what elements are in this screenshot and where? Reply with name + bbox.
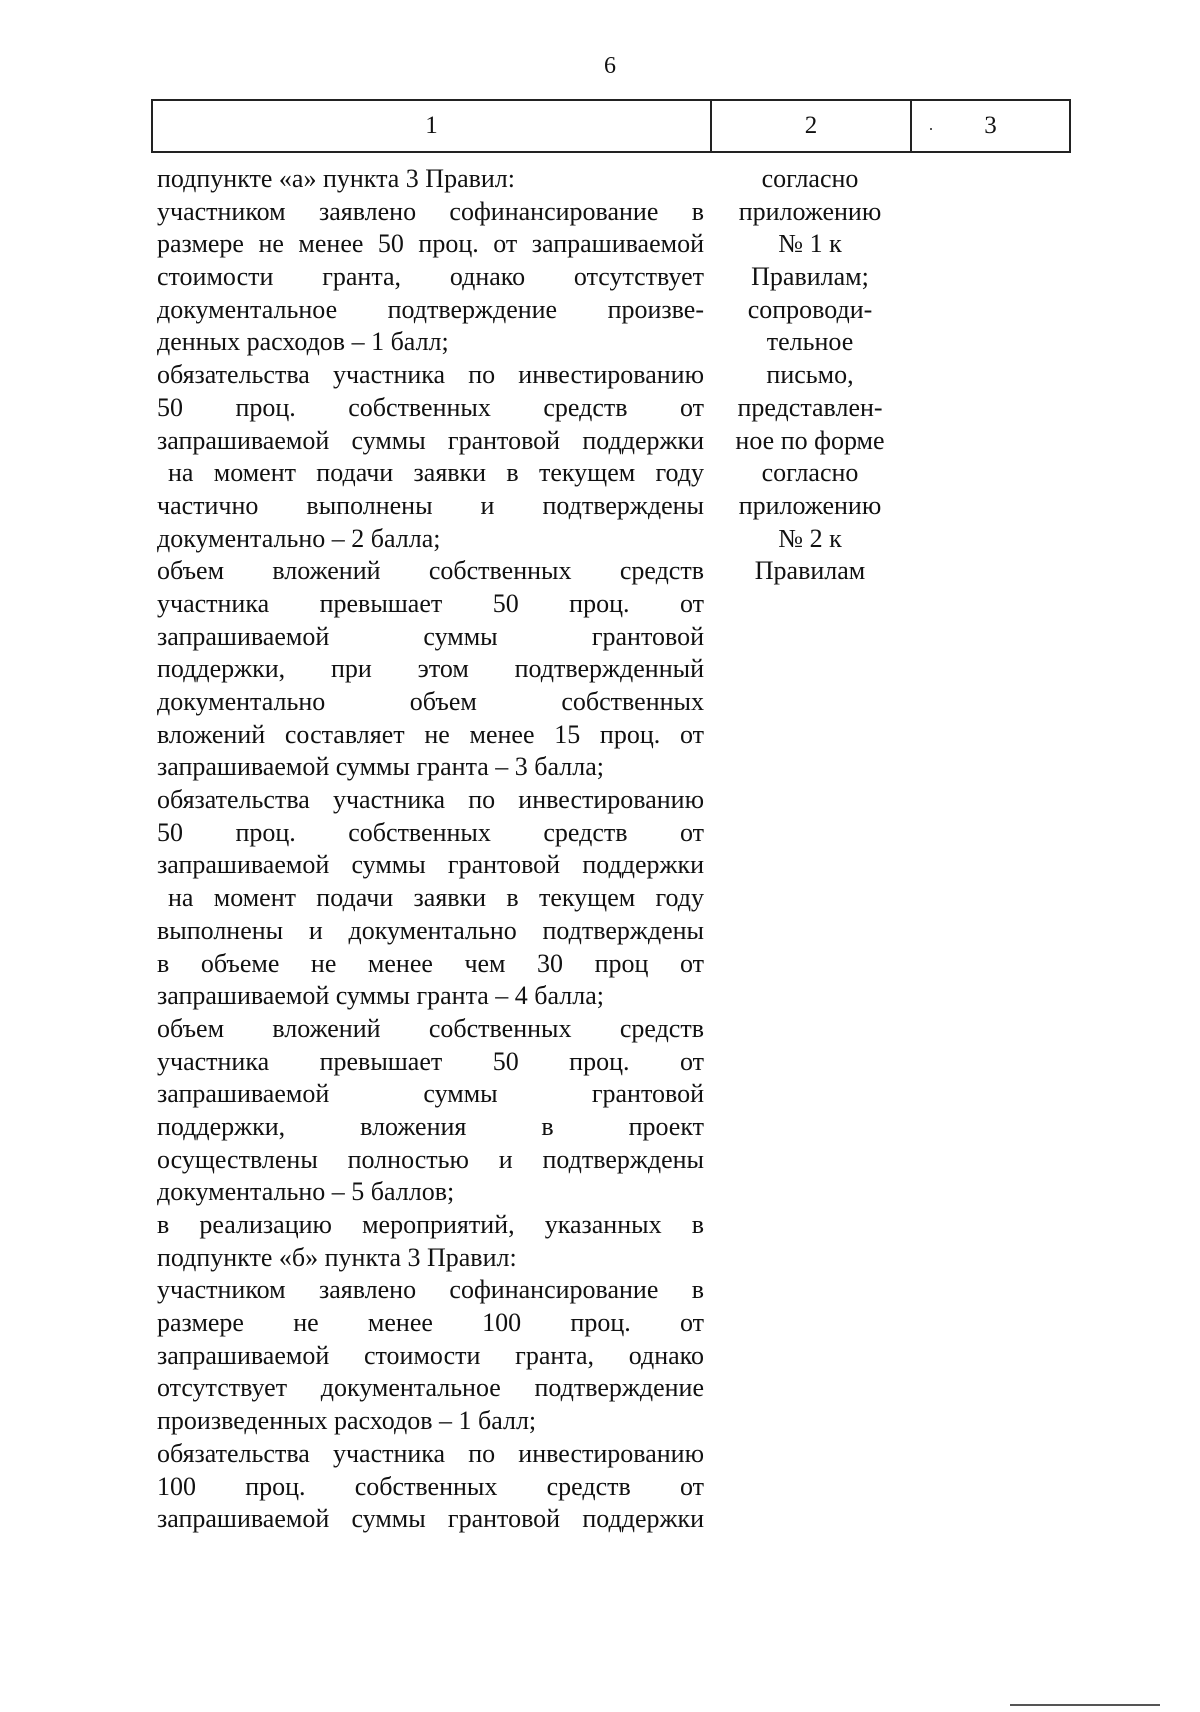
text-line: письмо, bbox=[766, 360, 854, 390]
text-line: размере не менее 50 проц. от запрашиваемой bbox=[157, 229, 704, 259]
text-line: участника превышает 50 проц. от bbox=[157, 1046, 704, 1076]
text-line: обязательства участника по инвестированию bbox=[157, 785, 704, 815]
text-line: документально – 5 баллов; bbox=[157, 1177, 455, 1207]
text-line: поддержки, при этом подтвержденный bbox=[157, 654, 704, 684]
text-line: в объеме не менее чем 30 проц от bbox=[157, 948, 704, 978]
text-line: осуществлены полностью и подтверждены bbox=[157, 1144, 704, 1174]
text-line: запрашиваемой суммы грантовой поддержки bbox=[157, 1504, 704, 1534]
text-line: запрашиваемой стоимости гранта, однако bbox=[157, 1340, 704, 1370]
text-line: Правилам; bbox=[751, 262, 869, 292]
text-line: № 2 к bbox=[778, 523, 842, 553]
documents-column bbox=[722, 163, 898, 588]
text-line: вложений составляет не менее 15 проц. от bbox=[157, 719, 704, 749]
text-line: на момент подачи заявки в текущем году bbox=[168, 883, 704, 913]
text-line: денных расходов – 1 балл; bbox=[157, 327, 449, 357]
text-line: № 1 к bbox=[778, 229, 842, 259]
text-line: запрашиваемой суммы гранта – 3 балла; bbox=[157, 752, 605, 782]
text-line: согласно bbox=[761, 164, 859, 193]
criteria-text-column bbox=[157, 163, 704, 1536]
text-line: участником заявлено софинансирование в bbox=[157, 196, 704, 226]
text-line: выполнены и документально подтверждены bbox=[157, 915, 704, 945]
text-line: участником заявлено софинансирование в bbox=[157, 1275, 704, 1305]
text-line: обязательства участника по инвестированию bbox=[157, 1438, 704, 1468]
text-line: обязательства участника по инвестированию bbox=[157, 360, 704, 390]
text-line: стоимости гранта, однако отсутствует bbox=[157, 262, 704, 292]
text-line: объем вложений собственных средств bbox=[157, 556, 704, 586]
text-line: документально объем собственных bbox=[157, 687, 704, 716]
column-header-2: 2 bbox=[711, 100, 911, 152]
text-line: запрашиваемой суммы грантовой поддержки bbox=[157, 425, 704, 455]
text-line: запрашиваемой суммы грантовой поддержки bbox=[157, 850, 704, 880]
text-line: приложению bbox=[738, 490, 882, 520]
text-line: поддержки, вложения в проект bbox=[157, 1111, 704, 1141]
text-line: представлен- bbox=[737, 392, 883, 422]
text-line: подпункте «б» пункта 3 Правил: bbox=[157, 1242, 517, 1272]
text-line: 50 проц. собственных средств от bbox=[157, 817, 704, 847]
page-number: 6 bbox=[604, 53, 616, 79]
text-line: подпункте «а» пункта 3 Правил: bbox=[157, 164, 515, 193]
text-line: ное по форме bbox=[735, 425, 885, 455]
text-line: Правилам bbox=[754, 556, 866, 586]
text-line: 50 проц. собственных средств от bbox=[157, 392, 704, 422]
text-line: сопроводи- bbox=[747, 294, 873, 324]
text-line: частично выполнены и подтверждены bbox=[157, 490, 704, 520]
text-line: отсутствует документальное подтверждение bbox=[157, 1373, 704, 1403]
text-line: на момент подачи заявки в текущем году bbox=[168, 458, 704, 488]
text-line: произведенных расходов – 1 балл; bbox=[157, 1406, 537, 1436]
text-line: размере не менее 100 проц. от bbox=[157, 1308, 704, 1338]
column-header-3: 3 bbox=[911, 100, 1070, 152]
text-line: объем вложений собственных средств bbox=[157, 1013, 704, 1043]
text-line: тельное bbox=[766, 327, 854, 357]
column-header-table bbox=[151, 99, 1071, 153]
text-line: запрашиваемой суммы грантовой bbox=[157, 621, 704, 651]
scan-artifact-dot bbox=[930, 128, 932, 130]
text-line: документальное подтверждение произве- bbox=[157, 294, 704, 324]
text-line: в реализацию мероприятий, указанных в bbox=[157, 1210, 704, 1239]
text-line: 100 проц. собственных средств от bbox=[157, 1471, 704, 1501]
text-line: запрашиваемой суммы гранта – 4 балла; bbox=[157, 981, 605, 1011]
scan-artifact-line bbox=[1010, 1704, 1160, 1706]
text-line: документально – 2 балла; bbox=[157, 523, 441, 553]
text-line: приложению bbox=[738, 196, 882, 226]
text-line: согласно bbox=[761, 458, 859, 488]
column-header-1: 1 bbox=[152, 100, 711, 152]
text-line: участника превышает 50 проц. от bbox=[157, 588, 704, 618]
text-line: запрашиваемой суммы грантовой bbox=[157, 1079, 704, 1109]
